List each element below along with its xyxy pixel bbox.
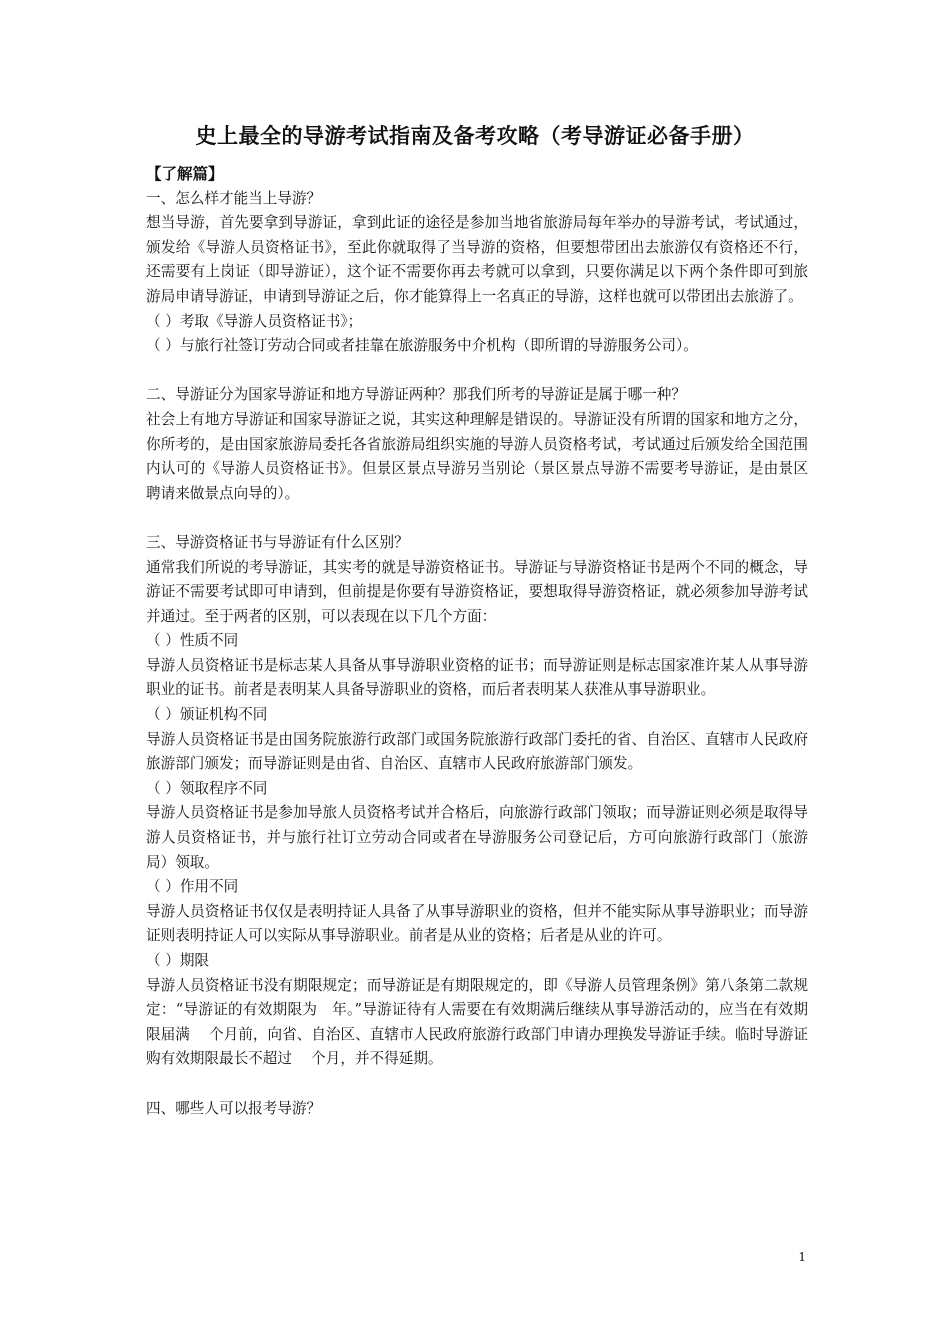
question-1-body: 想当导游，首先要拿到导游证，拿到此证的途径是参加当地省旅游局每年举办的导游考试，考试通过，颁发给《导游人员资格证书》，至此你就取得了当导游的资格，但要想带团出去旅游仅有资格还不行，还需要有上岗证（即导游证），这个证不需要你再去考就可以拿到，只要你满足以下两个条件即可到旅游局申请导游证，申请到导游证之后，你才能算得上一名真正的导游，这样也就可以带团出去旅游了。: [146, 214, 808, 305]
question-1-heading: 一、怎么样才能当上导游？: [146, 189, 322, 207]
point-function-text: 导游人员资格证书仅仅是表明持证人具备了从事导游职业的资格，但并不能实际从事导游职业；而导游证则表明持证人可以实际从事导游职业。前者是从业的资格；后者是从业的许可。: [146, 902, 808, 945]
paragraph-gap: [146, 359, 808, 384]
point-procedure-text: 导游人员资格证书是参加导旅人员资格考试并合格后，向旅游行政部门领取；而导游证则必须是取得导游人员资格证书，并与旅行社订立劳动合同或者在导游服务公司登记后，方可向旅游行政部门（旅游局）领取。: [146, 804, 808, 871]
question-2-heading: 二、导游证分为国家导游证和地方导游证两种？那我们所考的导游证是属于哪一种？: [146, 386, 686, 404]
point-nature-text: 导游人员资格证书是标志某人具备从事导游职业资格的证书；而导游证则是标志国家准许某人从事导游职业的证书。前者是表明某人具备导游职业的资格，而后者表明某人获准从事导游职业。: [146, 656, 808, 699]
point-nature-label: （ ）性质不同: [146, 632, 239, 650]
paragraph-gap: [146, 506, 808, 531]
point-term-label: （ ）期限: [146, 952, 210, 969]
question-4-heading: 四、哪些人可以报考导游？: [146, 1099, 322, 1117]
point-function-label: （ ）作用不同: [146, 878, 239, 896]
question-1-item-2: （ ）与旅行社签订劳动合同或者挂靠在旅游服务中介机构（即所谓的导游服务公司）。: [146, 337, 698, 355]
paragraph-gap: [146, 1072, 808, 1097]
question-2-body: 社会上有地方导游证和国家导游证之说，其实这种理解是错误的。导游证没有所谓的国家和地方之分，你所考的，是由国家旅游局委托各省旅游局组织实施的导游人员资格考试，考试通过后颁发给全国范围内认可的《导游人员资格证书》。但景区景点导游另当别论（景区景点导游不需要考导游证，是由景区聘请来做景点向导的）。: [146, 410, 808, 502]
document-title: 史上最全的导游考试指南及备考攻略（考导游证必备手册）: [195, 124, 755, 148]
question-1-item-1: （ ）考取《导游人员资格证书》；: [146, 312, 363, 330]
document-body: [146, 162, 808, 1121]
question-3-heading: 三、导游资格证书与导游证有什么区别？: [146, 533, 409, 551]
section-tag: 【了解篇】: [146, 165, 224, 183]
point-issuer-text: 导游人员资格证书是由国务院旅游行政部门或国务院旅游行政部门委托的省、自治区、直辖市人民政府旅游部门颁发；而导游证则是由省、自治区、直辖市人民政府旅游部门颁发。: [146, 730, 808, 773]
point-term-text: 导游人员资格证书没有期限规定；而导游证是有期限规定的，即《导游人员管理条例》第八条第二款规定：“导游证的有效期限为 年。”导游证待有人需要在有效期满后继续从事导游活动的，应当在有效期限届满 个月前，向省、自治区、直辖市人民政府旅游行政部门申请办理换发导游证手续。临时导游证购有效期限最长不超过 个月，并不得延期。: [146, 976, 808, 1068]
page-number: 1: [798, 1250, 806, 1264]
question-3-body: 通常我们所说的考导游证，其实考的就是导游资格证书。导游证与导游资格证书是两个不同的概念，导游证不需要考试即可申请到，但前提是你要有导游资格证，要想取得导游资格证，就必须参加导游考试并通过。至于两者的区别，可以表现在以下几个方面：: [146, 558, 808, 625]
point-procedure-label: （ ）领取程序不同: [146, 779, 268, 797]
point-issuer-label: （ ）颁证机构不同: [146, 706, 268, 724]
